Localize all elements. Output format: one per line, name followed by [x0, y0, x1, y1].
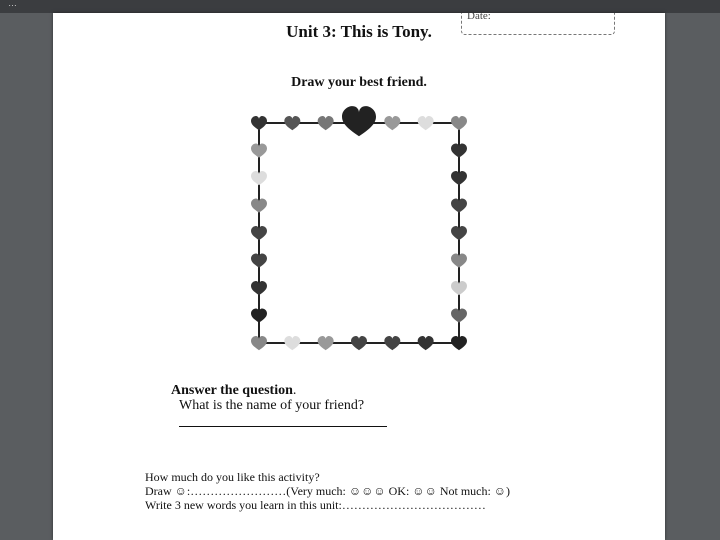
heart-icon [342, 106, 376, 136]
toolbar-label: … [8, 0, 17, 8]
self-evaluation [145, 470, 510, 512]
answer-line [179, 426, 387, 427]
answer-heading [171, 383, 296, 399]
heart-icon [418, 336, 434, 350]
heart-icon [284, 336, 300, 350]
heart-frame-drawing [243, 103, 475, 359]
answer-heading-text: Answer the question [171, 383, 293, 398]
heart-icon [384, 116, 400, 130]
heart-icon [451, 116, 467, 130]
date-label: Date: [467, 13, 491, 22]
eval-line-3: Write 3 new words you learn in this unit:……………………………… [145, 498, 486, 512]
heart-icon [318, 336, 334, 350]
question-text: What is the name of your friend? [179, 398, 365, 413]
heart-frame [243, 103, 475, 359]
heart-icon [284, 116, 300, 130]
heart-icon [384, 336, 400, 350]
answer-heading-period: . [292, 383, 297, 398]
heart-icon [418, 116, 434, 130]
page-title: Unit 3: This is Tony. [286, 22, 432, 41]
heart-icon [351, 336, 367, 350]
heart-icon [318, 116, 334, 130]
draw-heading: Draw your best friend. [291, 75, 427, 90]
heart-icon [251, 116, 267, 130]
eval-line-2: Draw ☺:……………………(Very much: ☺☺☺ OK: ☺☺ Not much: ☺) [145, 484, 511, 498]
eval-line-1: How much do you like this activity? [145, 470, 320, 484]
viewer-toolbar [0, 0, 720, 13]
worksheet-page [53, 13, 665, 540]
